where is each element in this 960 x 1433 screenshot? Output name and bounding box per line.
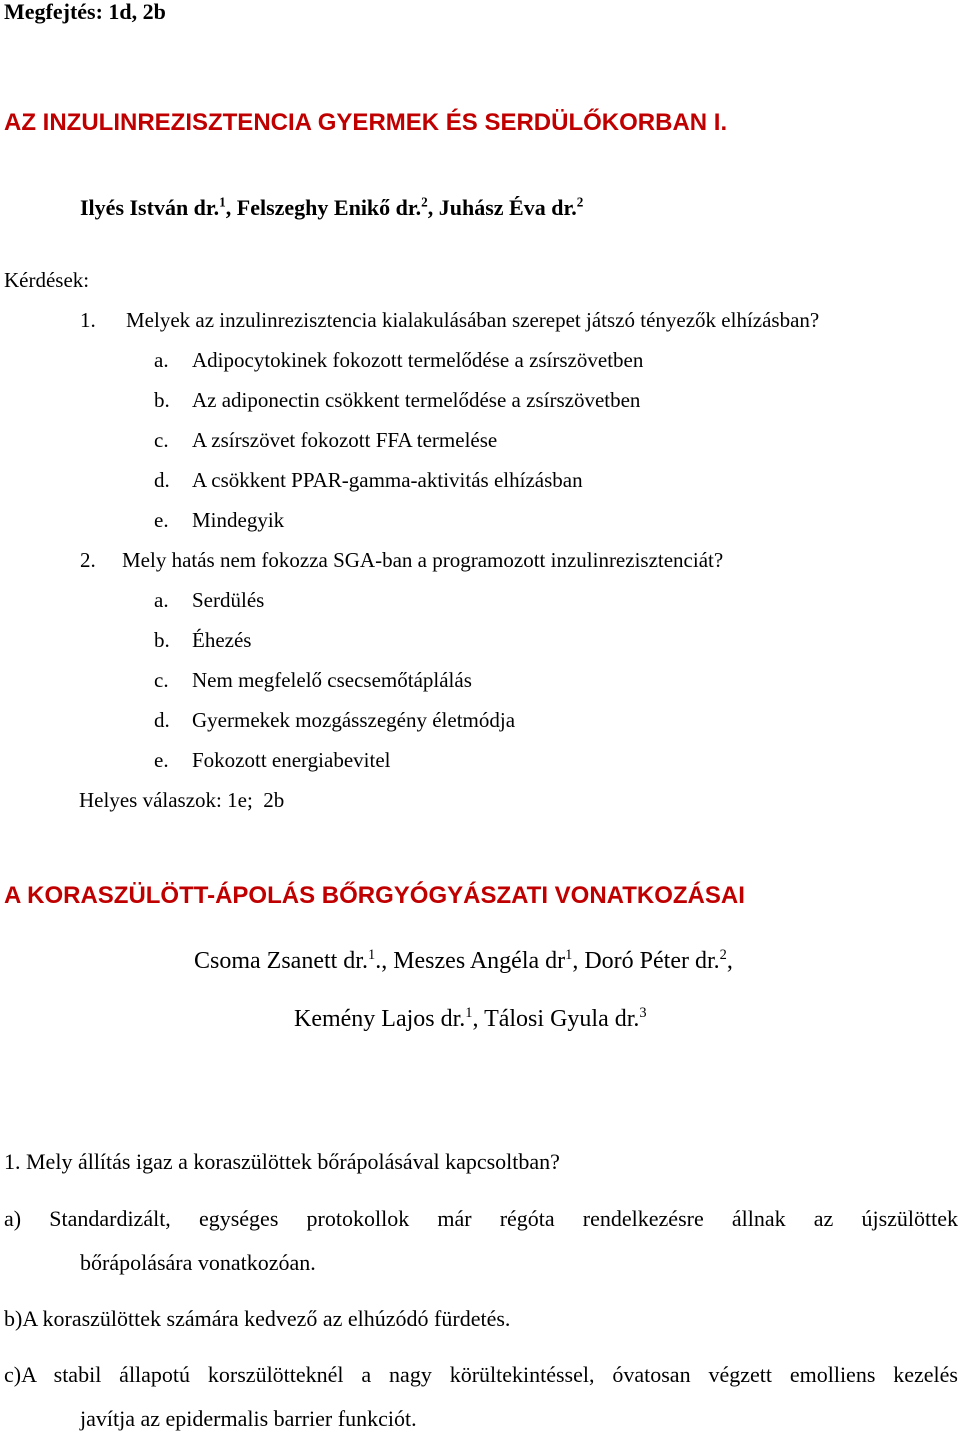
option-letter: d. <box>154 708 170 732</box>
author-affiliation: 3 <box>639 1005 647 1021</box>
author-separator: , <box>726 948 733 974</box>
author-affiliation: 1 <box>565 947 573 963</box>
question-text: Mely hatás nem fokozza SGA-ban a programozott inzulinrezisztenciát? <box>122 548 724 572</box>
article2-authors-line1 <box>194 949 733 973</box>
author-separator: , <box>472 1006 485 1032</box>
option-a-line2: bőrápolására vonatkozóan. <box>80 1250 316 1275</box>
article2-authors-line2 <box>294 1007 647 1031</box>
author-name: Ilyés István dr. <box>80 195 220 220</box>
option-letter: c. <box>154 428 169 452</box>
author-separator: , <box>427 195 439 220</box>
author-name: Felszeghy Enikő dr. <box>236 195 422 220</box>
option-letter: a. <box>154 588 169 612</box>
option-c-line1: c)A stabil állapotú korszülötteknél a nagy körültekintéssel, óvatosan végzett emolliens kezelés <box>4 1362 958 1387</box>
option-text: Adipocytokinek fokozott termelődése a zsírszövetben <box>192 348 644 372</box>
option-letter: d. <box>154 468 170 492</box>
author-name: Tálosi Gyula dr. <box>484 1006 640 1032</box>
question-text: Melyek az inzulinrezisztencia kialakulásában szerepet játszó tényezők elhízásban? <box>126 308 820 332</box>
option-letter: b. <box>154 628 170 652</box>
author-separator: ., <box>375 948 394 974</box>
article2-title: A KORASZÜLÖTT-ÁPOLÁS BŐRGYÓGYÁSZATI VONATKOZÁSAI <box>4 882 745 909</box>
author-affiliation: 1 <box>219 194 226 210</box>
option-text: Nem megfelelő csecsemőtáplálás <box>192 668 472 692</box>
option-letter: e. <box>154 508 169 532</box>
author-affiliation: 2 <box>576 194 584 210</box>
solution-line: Megfejtés: 1d, 2b <box>4 0 166 24</box>
article2-question: 1. Mely állítás igaz a koraszülöttek bőrápolásával kapcsoltban? <box>4 1149 560 1174</box>
option-letter: a. <box>154 348 169 372</box>
author-name: Csoma Zsanett dr. <box>194 948 368 974</box>
question-number: 1. <box>80 308 96 332</box>
option-text: Az adiponectin csökkent termelődése a zsírszövetben <box>192 388 641 412</box>
option-c-line2: javítja az epidermalis barrier funkciót. <box>80 1406 417 1431</box>
option-text: Serdülés <box>192 588 265 612</box>
option-text: Mindegyik <box>192 508 285 532</box>
author-separator: , <box>572 948 585 974</box>
option-text: Gyermekek mozgásszegény életmódja <box>192 708 516 732</box>
author-separator: , <box>225 195 237 220</box>
correct-answers: Helyes válaszok: 1e; 2b <box>79 788 285 812</box>
option-a-line1: a) Standardizált, egységes protokollok már régóta rendelkezésre állnak az újszülöttek <box>4 1206 958 1231</box>
option-text: Éhezés <box>192 628 252 652</box>
option-text: A zsírszövet fokozott FFA termelése <box>192 428 498 452</box>
author-affiliation: 1 <box>367 947 376 963</box>
questions-label: Kérdések: <box>4 268 90 292</box>
author-name: Juhász Éva dr. <box>438 195 577 220</box>
option-letter: c. <box>154 668 169 692</box>
article1-authors <box>80 194 584 220</box>
article1-title: AZ INZULINREZISZTENCIA GYERMEK ÉS SERDÜLŐKORBAN I. <box>4 109 728 136</box>
author-name: Doró Péter dr. <box>584 948 720 974</box>
option-letter: b. <box>154 388 170 412</box>
author-name: Kemény Lajos dr. <box>294 1006 466 1032</box>
option-text: A csökkent PPAR-gamma-aktivitás elhízásban <box>192 468 583 492</box>
author-name: Meszes Angéla dr <box>393 948 566 974</box>
question-number: 2. <box>80 548 96 572</box>
author-affiliation: 2 <box>719 947 727 963</box>
option-text: Fokozott energiabevitel <box>192 748 391 772</box>
option-letter: e. <box>154 748 169 772</box>
author-affiliation: 2 <box>421 194 428 210</box>
author-affiliation: 1 <box>465 1005 473 1021</box>
option-b-line1: b)A koraszülöttek számára kedvező az elhúzódó fürdetés. <box>4 1306 511 1331</box>
